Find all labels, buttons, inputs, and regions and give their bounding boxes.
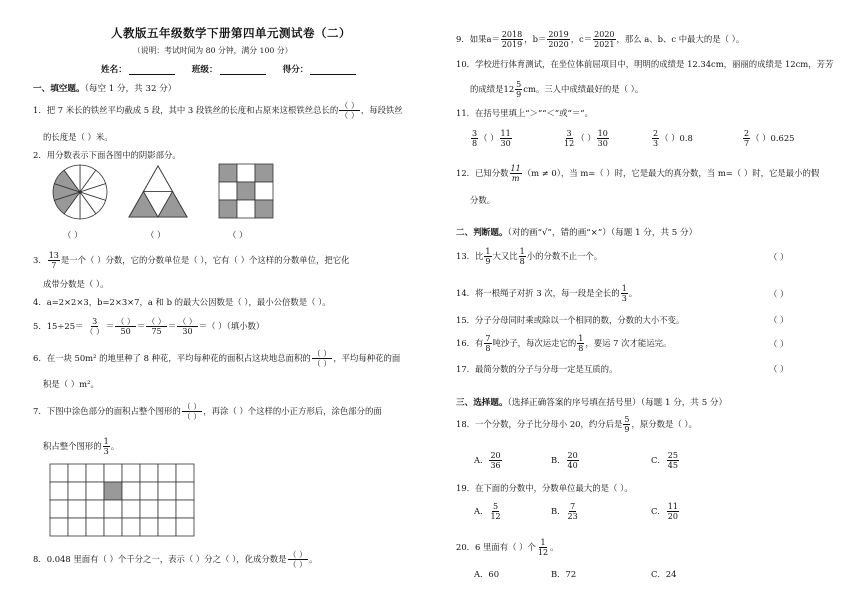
q18-option-c[interactable]: C． $\frac{25}{45}$ (651, 451, 678, 470)
score-label: 得分： (282, 65, 309, 75)
question-5: 5．15÷25＝ $\frac{3}{( )}$ ＝ $\frac{( )}{50}$ ＝ $\frac{( )}{75}$ ＝ $\frac{( )}{30}$ ＝（ ）（填小数） (33, 317, 265, 336)
grid-cell (86, 518, 104, 536)
q11-item-1: $\frac{3}{8}$ （ ） $\frac{11}{30}$ (472, 129, 511, 148)
q1-text: 1．把 7 米长的铁丝平均截成 5 段，其中 3 段铁丝的长度和占原来这根铁丝总长的 (33, 105, 339, 115)
grid-cell (219, 200, 237, 218)
name-field[interactable] (129, 65, 175, 75)
question-15: 15．分子分母同时乘或除以一个相同的数，分数的大小不变。 (456, 315, 685, 325)
question-20: 20．6 里面有（ ）个 $\frac{1}{12}$ 。 (456, 538, 559, 557)
question-16: 16．有 $\frac{7}{8}$ 吨沙子，每次运走它的 $\frac{1}{8}$ ，要运 7 次才能运完。 (456, 334, 672, 353)
grid-cell (140, 482, 158, 500)
grid-cell (104, 518, 122, 536)
question-4: 4．a=2×2×3，b=2×3×7，a 和 b 的最大公因数是（ ），最小公倍数是（ ）。 (33, 297, 331, 307)
section-fill-note: （每空 1 分，共 32 分） (84, 84, 177, 94)
section-judge-heading: 二、判断题。（对的画“√”，错的画“×”）（每题 1 分，共 5 分） (456, 228, 698, 238)
grid-cell (158, 500, 176, 518)
grid-cell (50, 500, 68, 518)
grid-cell (86, 464, 104, 482)
grid-cell (176, 500, 194, 518)
grid-cell (219, 182, 237, 200)
question-17: 17．最简分数的分子与分母一定是互质的。 (456, 364, 618, 374)
q14-answer-paren[interactable]: （ ） (769, 289, 789, 299)
class-field[interactable] (220, 65, 266, 75)
grid-cell (50, 464, 68, 482)
grid-cell (50, 518, 68, 536)
question-18: 18．一个分数，分子比分母小 20，约分后是 $\frac{5}{9}$ ，原分数是（ ）。 (456, 415, 697, 434)
section-fill-heading (33, 82, 176, 94)
q20-option-c[interactable]: C．24 (651, 569, 677, 579)
grid-cell (68, 500, 86, 518)
q20-option-b[interactable]: B．72 (551, 569, 577, 579)
question-13: 13．比 $\frac{1}{9}$ 大又比 $\frac{1}{8}$ 小的分数不止一个。 (456, 247, 603, 266)
q11-item-4: $\frac{2}{7}$ （ ）0.625 (744, 129, 795, 148)
grid-cell (104, 500, 122, 518)
q2-blank-3[interactable]: （ ） (228, 230, 248, 240)
grid-cell (140, 464, 158, 482)
grid-cell (255, 182, 273, 200)
q1-text-end: ，每段铁丝 (360, 105, 403, 115)
question-10-line1: 10．学校进行体育测试，在坐位体前屈项目中，明明的成绩是 12.34cm，丽丽的成绩是 12cm，芳芳 (456, 59, 834, 69)
q17-answer-paren[interactable]: （ ） (769, 364, 789, 374)
grid-cell (122, 518, 140, 536)
grid-cell (140, 518, 158, 536)
q3-fraction: $\frac{13}{7}$ (48, 251, 59, 270)
q18-option-a[interactable]: A． $\frac{20}{36}$ (474, 451, 501, 470)
grid-cell (122, 464, 140, 482)
q11-item-3: $\frac{2}{3}$ （ ）0.8 (653, 129, 693, 148)
question-9: 9．如果a＝ $\frac{2018}{2019}$ ，b＝ $\frac{2019}{2020}$ ，c＝ $\frac{2020}{2021}$ ，那么 a、b、c 中最大的是（ ）。 (456, 30, 745, 49)
question-8: 8．0.048 里面有（ ）个千分之一，表示（ ）分之（ ），化成分数是 $\frac{( )}{( )}$ 。 (33, 550, 318, 569)
section-choice-heading: 三、选择题。（选择正确答案的序号填在括号里）（每题 1 分，共 5 分） (456, 398, 728, 408)
grid-cell (104, 482, 122, 500)
q1-blank-fraction[interactable]: $\frac{( )}{( )}$ (340, 101, 359, 120)
pie-figure (52, 164, 108, 220)
question-2: 2．用分数表示下面各图中的阴影部分。 (33, 150, 181, 160)
q16-answer-paren[interactable]: （ ） (769, 339, 789, 349)
q18-option-b[interactable]: B． $\frac{20}{40}$ (551, 451, 578, 470)
grid-figure (219, 164, 273, 218)
q15-answer-paren[interactable]: （ ） (769, 315, 789, 325)
grid-cell (68, 482, 86, 500)
grid-cell (158, 518, 176, 536)
grid-cell (219, 164, 237, 182)
question-19: 19．在下面的分数中，分数单位最大的是（ ）。 (456, 483, 633, 493)
q2-blank-2[interactable]: （ ） (146, 230, 166, 240)
q13-answer-paren[interactable]: （ ） (769, 252, 789, 262)
q19-option-b[interactable]: B． $\frac{7}{23}$ (551, 502, 578, 521)
question-14: 14．将一根绳子对折 3 次，每一段是全长的 $\frac{1}{3}$ 。 (456, 284, 638, 303)
grid-cell (86, 500, 104, 518)
grid-cell (158, 464, 176, 482)
grid-cell (237, 200, 255, 218)
grid-cell (255, 200, 273, 218)
grid-cell (86, 482, 104, 500)
grid-cell (176, 482, 194, 500)
grid-cell (237, 164, 255, 182)
question-6-line1: 6．在一块 50m² 的地里种了 8 种花，平均每种花的面积占这块地总面积的 $\frac{( )}{( )}$ ，平均每种花的面 (33, 349, 401, 368)
grid-cell (140, 500, 158, 518)
q11-item-2: $\frac{3}{12}$ （ ） $\frac{10}{30}$ (564, 129, 608, 148)
grid-cell (104, 464, 122, 482)
question-3-line1: 3． $\frac{13}{7}$ 是一个（ ）分数，它的分数单位是（ ），它有（ ）个这样的分数单位，把它化 (33, 251, 350, 270)
grid-cell (122, 500, 140, 518)
student-info (101, 63, 356, 75)
q7-line2: 积占整个图形的 $\frac{1}{3}$ 。 (43, 437, 120, 456)
question-11: 11．在括号里填上“＞”“＜”或“＝”。 (456, 108, 593, 118)
q19-option-c[interactable]: C． $\frac{11}{20}$ (651, 502, 678, 521)
question-7-line1: 7．下图中涂色部分的面积占整个图形的 $\frac{( )}{( )}$ ，再涂（ ）个这样的小正方形后，涂色部分的面 (33, 402, 382, 421)
grid-cell (176, 518, 194, 536)
grid-cell (68, 464, 86, 482)
grid-cell (68, 518, 86, 536)
grid-cell (237, 182, 255, 200)
grid-cell (255, 164, 273, 182)
page-title: 人教版五年级数学下册第四单元测试卷（二） (111, 26, 351, 40)
name-label: 姓名： (101, 65, 127, 75)
score-field[interactable] (310, 65, 356, 75)
grid-cell (122, 482, 140, 500)
q19-option-a[interactable]: A． $\frac{5}{12}$ (474, 502, 501, 521)
grid-cell (50, 482, 68, 500)
q3-line2: 成带分数是（ ）。 (43, 279, 109, 289)
q10-line2: 的成绩是12 $\frac{5}{9}$ cm。三人中成绩最好的是（ ）。 (470, 80, 644, 99)
q1-line2: 的长度是（ ）米。 (43, 132, 113, 142)
q2-blank-1[interactable]: （ ） (63, 230, 83, 240)
q20-option-a[interactable]: A．60 (474, 569, 500, 579)
section-fill-title: 一、填空题。 (33, 84, 85, 94)
exam-note: （说明：考试时间为 80 分钟，满分 100 分） (133, 46, 293, 55)
triangle-figure (129, 166, 187, 218)
class-label: 班级： (191, 65, 218, 75)
q6-line2: 积是（ ）m²。 (43, 379, 99, 389)
q12-line2: 分数。 (470, 195, 496, 205)
grid-cell (158, 482, 176, 500)
grid-cell (176, 464, 194, 482)
grid-6x4-figure (50, 464, 194, 536)
question-1-line1 (33, 101, 403, 120)
question-12-line1: 12．已知分数 $\frac{11}{m}$ （m ≠ 0），当 m=（ ）时，它是最大的真分数，当 m=（ ）时，它是最小的假 (456, 164, 820, 183)
